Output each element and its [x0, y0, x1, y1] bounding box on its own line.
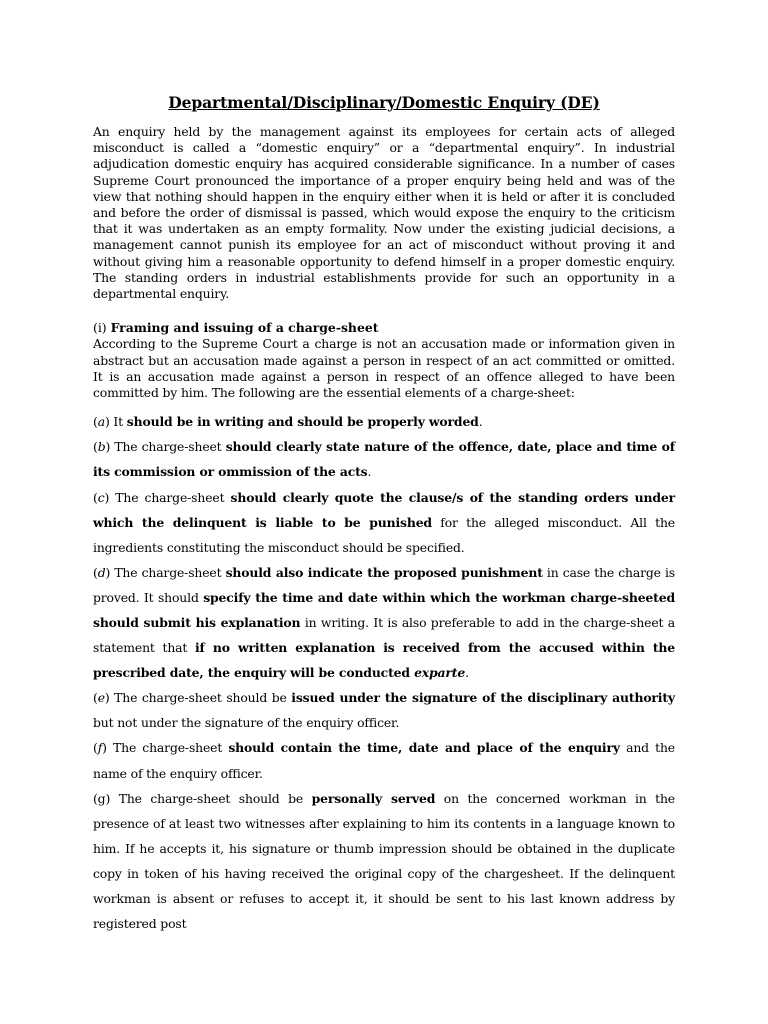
item-text: . — [367, 464, 372, 480]
list-item-b: (b) The charge-sheet should clearly state nature of the offence, date, place and time of its commission or ommission of the acts. — [93, 439, 675, 480]
list-item-e: (e) The charge-sheet should be issued under the signature of the disciplinary authority but not under the signature of the enquiry officer. — [93, 690, 675, 731]
section-body: According to the Supreme Court a charge is not an accusation made or information given in abstract but an accusation made against a person in respect of an act committed or omitted. It is an accusation made against a person in respect of an offence alleged to have been committed by him. The following are the essential elements of a charge-sheet: — [93, 336, 675, 401]
section-number: (i) — [93, 320, 107, 336]
list-item-g — [93, 786, 675, 937]
intro-paragraph: An enquiry held by the management against its employees for certain acts of alleged misconduct is called a “domestic enquiry” or a “departmental enquiry”. In industrial adjudication domestic enquiry has acquired considerable significance. In a number of cases Supreme Court pronounced the importance of a proper enquiry being held and was of the view that nothing should happen in the enquiry either when it is held or after it is concluded and before the order of dismissal is passed, which would expose the enquiry to the criticism that it was undertaken as an empty formality. Now under the existing judicial decisions, a management cannot punish its employee for an act of misconduct without proving it and without giving him a reasonable opportunity to defend himself in a proper domestic enquiry. The standing orders in industrial establishments provide for such an opportunity in a departmental enquiry. — [93, 124, 675, 302]
item-text: The charge-sheet — [114, 439, 226, 455]
item-text: but not under the signature of the enquiry officer. — [93, 715, 400, 731]
item-text: The charge-sheet — [113, 740, 229, 756]
list-item-c: (c) The charge-sheet should clearly quote the clause/s of the standing orders under which the delinquent is liable to be punished for the alleged misconduct. All the ingredients constituting the misconduct should be specified. — [93, 489, 675, 555]
item-label: c — [97, 489, 105, 505]
item-label: a — [97, 414, 105, 430]
item-text: The charge-sheet — [114, 564, 226, 580]
item-label: f — [97, 740, 103, 756]
item-text: . — [478, 414, 483, 430]
item-label: (g) — [93, 790, 111, 806]
item-text: in case the charge is proved. It should — [93, 564, 675, 605]
item-text: The charge-sheet should be — [114, 690, 292, 706]
item-bold-text: specify the time and date within which the workman charge-sheeted should submit his explanation — [93, 589, 675, 630]
list-item-f: (f) The charge-sheet should contain the time, date and place of the enquiry and the name of the enquiry officer. — [93, 740, 675, 781]
item-text: It — [113, 414, 127, 430]
list-item-a: (a) It should be in writing and should be properly worded. — [93, 414, 483, 430]
item-text: for the alleged misconduct. All the ingredients constituting the misconduct should be specified. — [93, 514, 675, 555]
item-text: The charge-sheet — [115, 489, 231, 505]
item-label: d — [97, 564, 106, 580]
item-label: e — [97, 690, 105, 706]
item-bold-text: personally served — [311, 790, 436, 806]
item-bold-text: should also indicate the proposed punishment — [225, 564, 543, 580]
list-item-d: (d) The charge-sheet should also indicate the proposed punishment in case the charge is proved. It should specify the time and date within which the workman charge-sheeted should submit his explanation in writing. It is also preferable to add in the charge-sheet a statement that if no written explanation is received from the accused within the prescribed date, the enquiry will be conducted exparte. — [93, 564, 675, 681]
document-content — [93, 93, 675, 936]
item-bold-text: if no written explanation is received from the accused within the prescribed date, the enquiry will be conducted — [93, 640, 675, 681]
item-bold-text: should contain the time, date and place of the enquiry — [228, 740, 620, 756]
item-bold-text: should be in writing and should be properly worded — [126, 414, 479, 430]
item-text: on the concerned workman in the presence of at least two witnesses after explaining to him its contents in a language known to him. If he accepts it, his signature or thumb impression should be obtained in the duplicate copy in token of his having received the original copy of the chargesheet. If the delinquent workman is absent or refuses to accept it, it should be sent to his last known address by registered post — [93, 790, 675, 932]
item-bold-text: should clearly state nature of the offence, date, place and time of its commission or ommission of the acts — [93, 439, 675, 480]
item-text: The charge-sheet should be — [118, 790, 312, 806]
item-text: in writing. It is also preferable to add in the charge-sheet a statement that — [93, 615, 675, 656]
document-title: Departmental/Disciplinary/Domestic Enquiry (DE) — [168, 93, 600, 112]
item-text: and the name of the enquiry officer. — [93, 740, 675, 781]
item-bold-text: should clearly quote the clause/s of the standing orders under which the delinquent is liable to be punished — [93, 489, 675, 530]
item-text: . — [465, 665, 469, 681]
charge-sheet-elements-list — [93, 409, 675, 936]
section-heading-text: Framing and issuing of a charge-sheet — [110, 320, 379, 336]
item-bold-text: issued under the signature of the disciplinary authority — [291, 690, 675, 706]
section-heading — [93, 320, 675, 336]
item-label: b — [97, 439, 106, 455]
item-bold-italic-text: exparte — [414, 665, 466, 681]
